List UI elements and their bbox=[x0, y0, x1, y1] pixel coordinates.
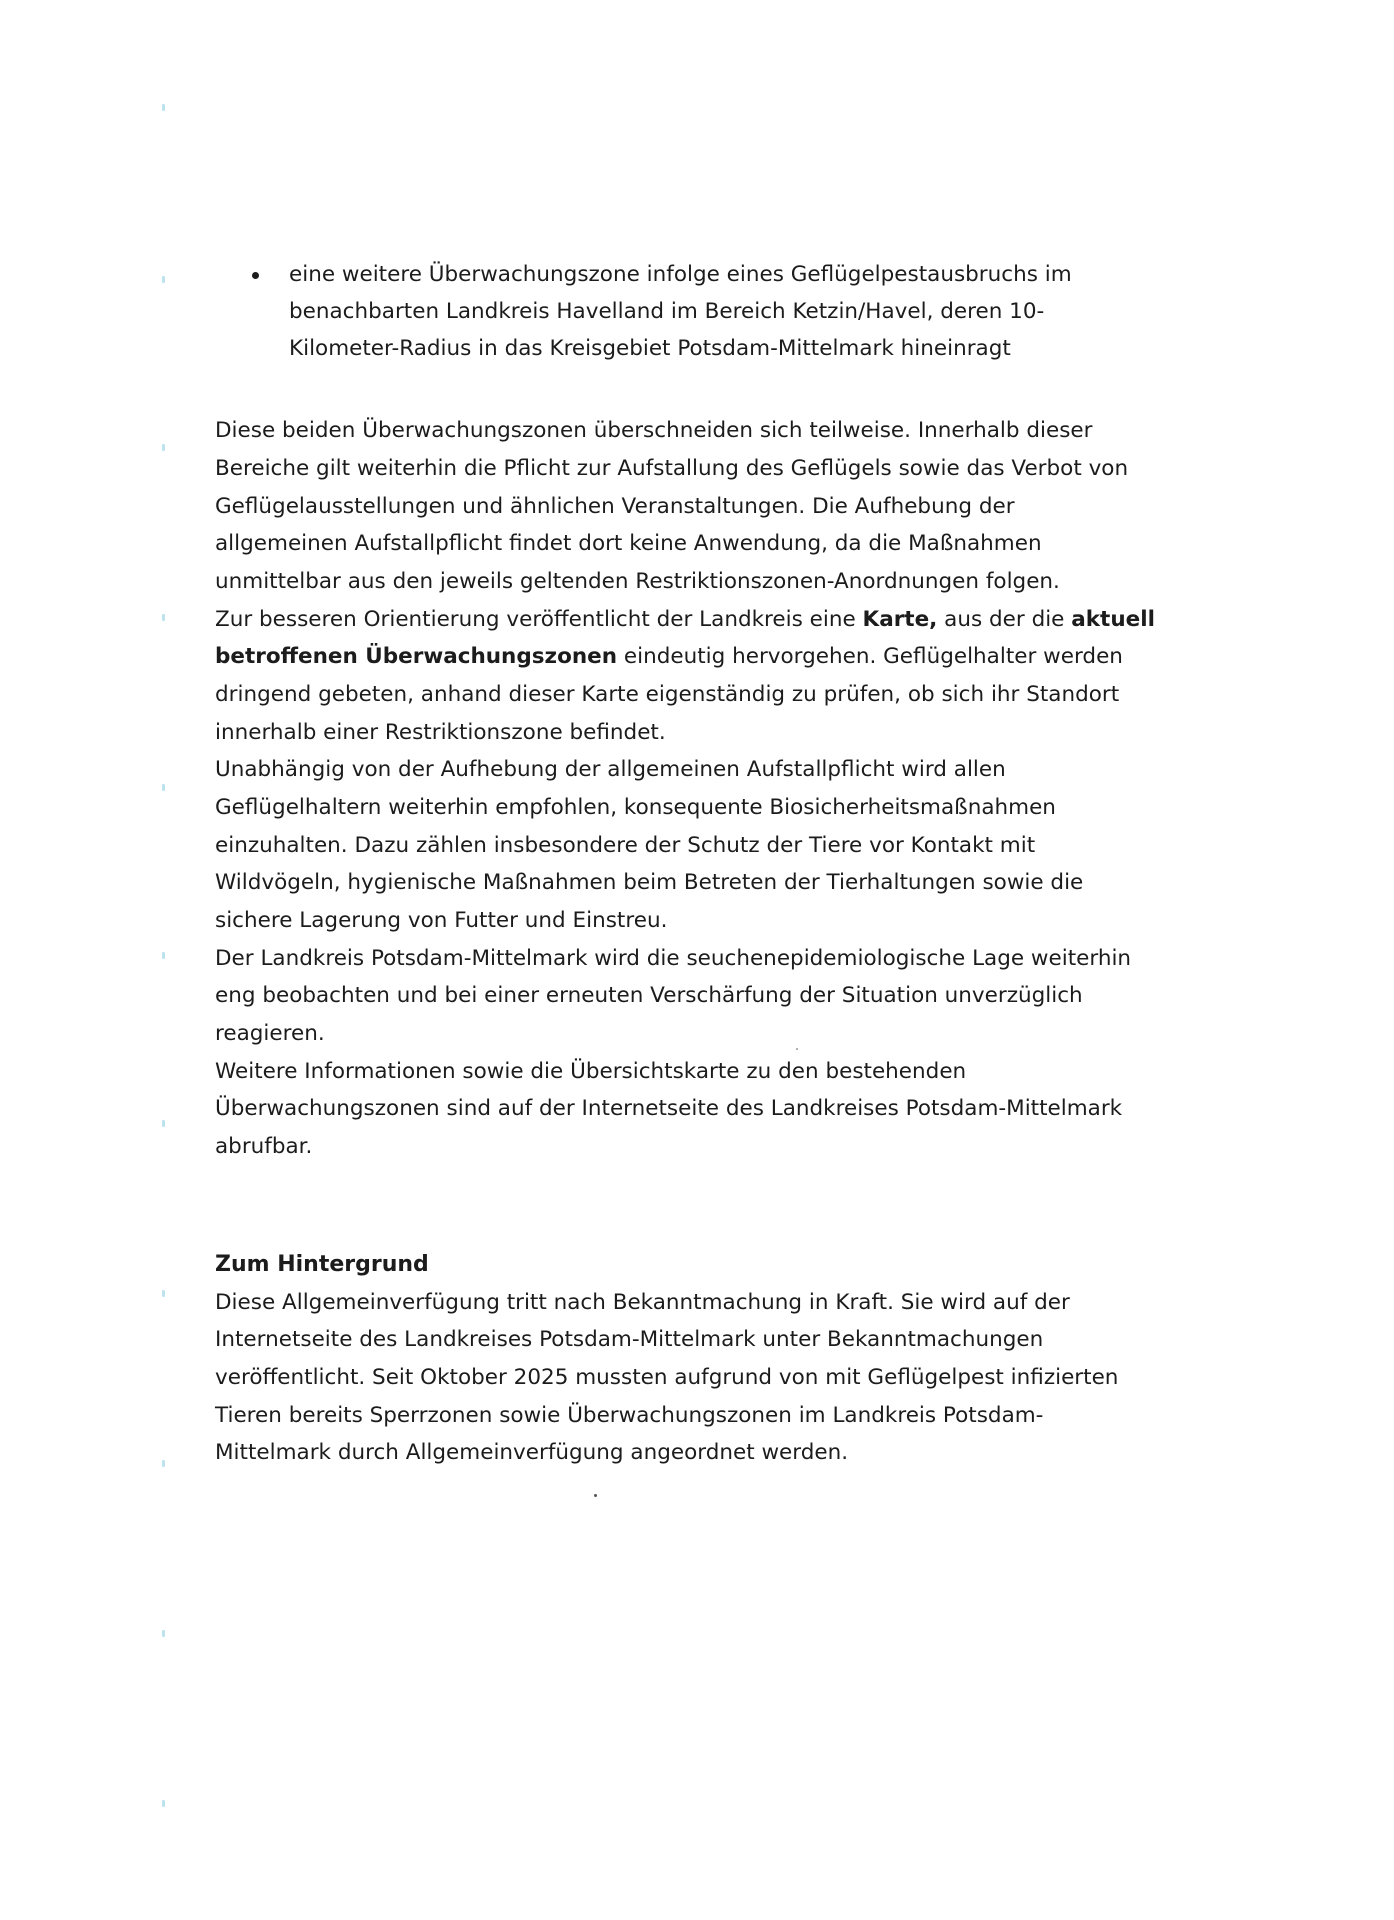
text-line bbox=[215, 638, 1123, 675]
text-line: Diese Allgemeinverfügung tritt nach Bekanntmachung in Kraft. Sie wird auf der bbox=[215, 1290, 1070, 1315]
scan-mark bbox=[162, 1800, 165, 1807]
text-line: Wildvögeln, hygienische Maßnahmen beim Betreten der Tierhaltungen sowie die bbox=[215, 870, 1084, 895]
section-heading: Zum Hintergrund bbox=[215, 1252, 429, 1277]
bullet-dot bbox=[252, 272, 259, 279]
text-line bbox=[215, 601, 1155, 638]
text-run: aus der die bbox=[937, 607, 1072, 632]
scan-speck bbox=[594, 1494, 597, 1497]
scan-speck bbox=[796, 1048, 798, 1050]
scan-mark bbox=[162, 104, 165, 111]
text-line: Kilometer-Radius in das Kreisgebiet Potsdam-Mittelmark hineinragt bbox=[289, 336, 1011, 361]
text-line: Weitere Informationen sowie die Übersichtskarte zu den bestehenden bbox=[215, 1059, 967, 1084]
emphasis-karte: Karte, bbox=[862, 607, 938, 632]
text-line: sichere Lagerung von Futter und Einstreu. bbox=[215, 908, 668, 933]
text-line: abrufbar. bbox=[215, 1134, 313, 1159]
text-line: benachbarten Landkreis Havelland im Bereich Ketzin/Havel, deren 10- bbox=[289, 299, 1045, 324]
text-line: allgemeinen Aufstallpflicht findet dort keine Anwendung, da die Maßnahmen bbox=[215, 531, 1042, 556]
scan-mark bbox=[162, 444, 165, 451]
text-line: Bereiche gilt weiterhin die Pflicht zur Aufstallung des Geflügels sowie das Verbot von bbox=[215, 456, 1129, 481]
text-line: Tieren bereits Sperrzonen sowie Überwachungszonen im Landkreis Potsdam- bbox=[215, 1403, 1044, 1428]
text-line: Der Landkreis Potsdam-Mittelmark wird die seuchenepidemiologische Lage weiterhin bbox=[215, 946, 1132, 971]
scan-mark bbox=[162, 784, 165, 791]
text-line: innerhalb einer Restriktionszone befindet. bbox=[215, 720, 666, 745]
text-line: dringend gebeten, anhand dieser Karte eigenständig zu prüfen, ob sich ihr Standort bbox=[215, 682, 1120, 707]
text-line: Unabhängig von der Aufhebung der allgemeinen Aufstallpflicht wird allen bbox=[215, 757, 1006, 782]
text-line: Mittelmark durch Allgemeinverfügung angeordnet werden. bbox=[215, 1440, 849, 1465]
text-line: Internetseite des Landkreises Potsdam-Mittelmark unter Bekanntmachungen bbox=[215, 1327, 1044, 1352]
text-line: Überwachungszonen sind auf der Internetseite des Landkreises Potsdam-Mittelmark bbox=[215, 1096, 1123, 1121]
scan-mark bbox=[162, 1120, 165, 1127]
text-line: Geflügelausstellungen und ähnlichen Veranstaltungen. Die Aufhebung der bbox=[215, 494, 1015, 519]
list-item bbox=[0, 256, 1072, 367]
text-line: Diese beiden Überwachungszonen überschneiden sich teilweise. Innerhalb dieser bbox=[215, 418, 1093, 443]
text-line: eine weitere Überwachungszone infolge eines Geflügelpestausbruchs im bbox=[289, 262, 1072, 287]
text-line: reagieren. bbox=[215, 1021, 325, 1046]
scan-mark bbox=[162, 1290, 165, 1297]
emphasis-zones: betroffenen Überwachungszonen bbox=[215, 644, 618, 669]
text-line: Geflügelhaltern weiterhin empfohlen, konsequente Biosicherheitsmaßnahmen bbox=[215, 795, 1056, 820]
scan-mark bbox=[162, 1630, 165, 1637]
text-line: unmittelbar aus den jeweils geltenden Restriktionszonen-Anordnungen folgen. bbox=[215, 569, 1060, 594]
text-run: eindeutig hervorgehen. Geflügelhalter werden bbox=[617, 644, 1123, 669]
text-line: veröffentlicht. Seit Oktober 2025 mussten aufgrund von mit Geflügelpest infizierten bbox=[215, 1365, 1119, 1390]
emphasis-aktuell: aktuell bbox=[1071, 607, 1155, 632]
scan-mark bbox=[162, 1460, 165, 1467]
scan-mark bbox=[162, 614, 165, 621]
scan-mark bbox=[162, 952, 165, 959]
text-line: eng beobachten und bei einer erneuten Verschärfung der Situation unverzüglich bbox=[215, 983, 1083, 1008]
bullet-list bbox=[0, 256, 1072, 367]
text-line: einzuhalten. Dazu zählen insbesondere der Schutz der Tiere vor Kontakt mit bbox=[215, 833, 1036, 858]
text-run: Zur besseren Orientierung veröffentlicht der Landkreis eine bbox=[215, 607, 863, 632]
